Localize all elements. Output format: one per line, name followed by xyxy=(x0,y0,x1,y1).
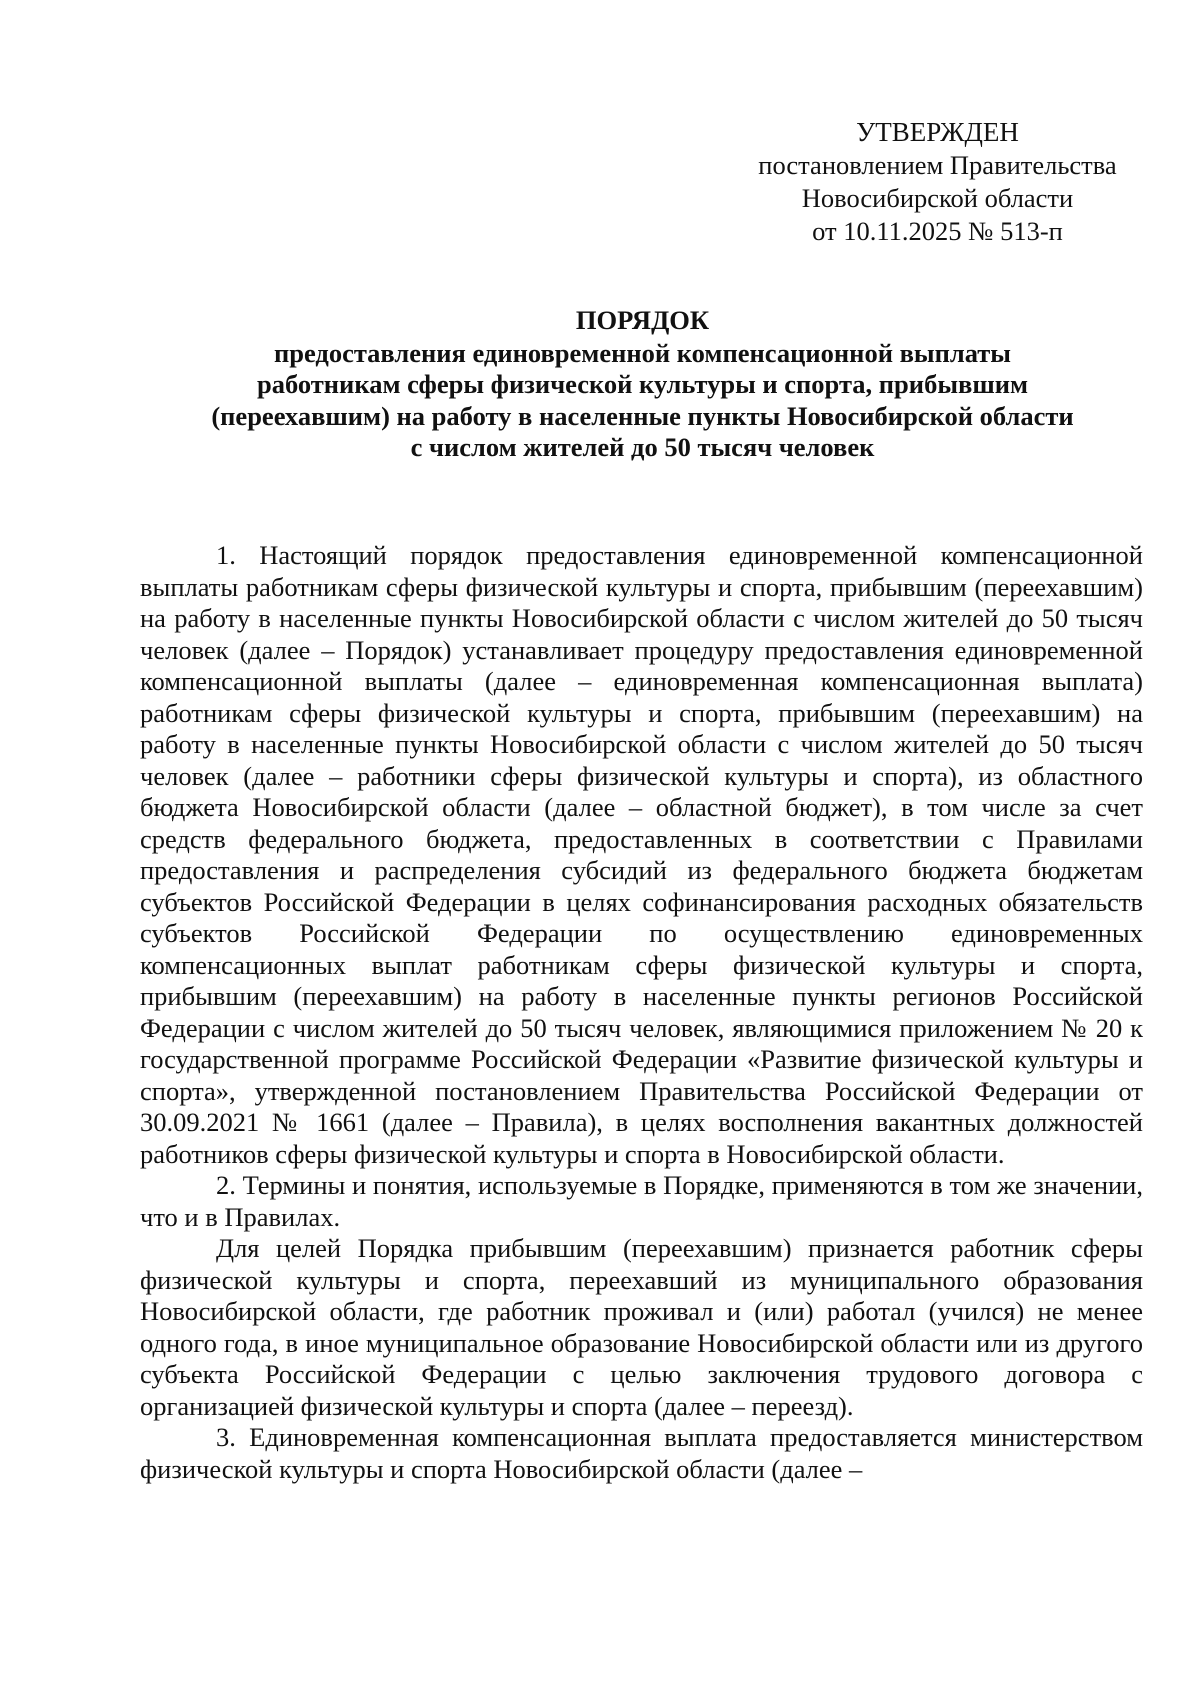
document-subtitle-line: с числом жителей до 50 тысяч человек xyxy=(410,432,875,462)
approval-stamp xyxy=(740,116,1135,248)
approval-line: постановлением Правительства xyxy=(758,150,1117,180)
paragraph-1: 1. Настоящий порядок предоставления единовременной компенсационной выплаты работникам сферы физической культуры и спорта, прибывшим (переехавшим) на работу в населенные пункты Новосибирской области с числом жителей до 50 тысяч человек (далее – Порядок) устанавливает процедуру предоставления единовременной компенсационной выплаты (далее – единовременная компенсационная выплата) работникам сферы физической культуры и спорта, прибывшим (переехавшим) на работу в населенные пункты Новосибирской области с числом жителей до 50 тысяч человек (далее – работники сферы физической культуры и спорта), из областного бюджета Новосибирской области (далее – областной бюджет), в том числе за счет средств федерального бюджета, предоставленных в соответствии с Правилами предоставления и распределения субсидий из федерального бюджета бюджетам субъектов Российской Федерации в целях софинансирования расходных обязательств субъектов Российской Федерации по осуществлению единовременных компенсационных выплат работникам сферы физической культуры и спорта, прибывшим (переехавшим) на работу в населенные пункты регионов Российской Федерации с числом жителей до 50 тысяч человек, являющимися приложением № 20 к государственной программе Российской Федерации «Развитие физической культуры и спорта», утвержденной постановлением Правительства Российской Федерации от 30.09.2021 № 1661 (далее – Правила), в целях восполнения вакантных должностей работников сферы физической культуры и спорта в Новосибирской области. xyxy=(140,540,1143,1169)
document-subtitle-line: (переехавшим) на работу в населенные пункты Новосибирской области xyxy=(211,400,1074,431)
document-title: ПОРЯДОК xyxy=(575,305,710,335)
approval-title: УТВЕРЖДЕН xyxy=(856,117,1019,147)
document-subtitle-line: работникам сферы физической культуры и спорта, прибывшим xyxy=(256,369,1029,399)
paragraph-3: 3. Единовременная компенсационная выплата предоставляется министерством физической культуры и спорта Новосибирской области (далее – xyxy=(140,1422,1143,1484)
paragraph-2: 2. Термины и понятия, используемые в Порядке, применяются в том же значении, что и в Правилах. xyxy=(140,1170,1143,1232)
approval-date-number: от 10.11.2025 № 513-п xyxy=(812,216,1063,246)
paragraph-2-definition: Для целей Порядка прибывшим (переехавшим) признается работник сферы физической культуры и спорта, переехавший из муниципального образования Новосибирской области, где работник проживал и (или) работал (учился) не менее одного года, в иное муниципальное образование Новосибирской области или из другого субъекта Российской Федерации с целью заключения трудового договора с организацией физической культуры и спорта (далее – переезд). xyxy=(140,1233,1143,1421)
document-body xyxy=(140,540,1143,1485)
approval-line: Новосибирской области xyxy=(801,183,1074,213)
document-subtitle-line: предоставления единовременной компенсационной выплаты xyxy=(274,337,1011,368)
document-heading xyxy=(140,305,1145,464)
